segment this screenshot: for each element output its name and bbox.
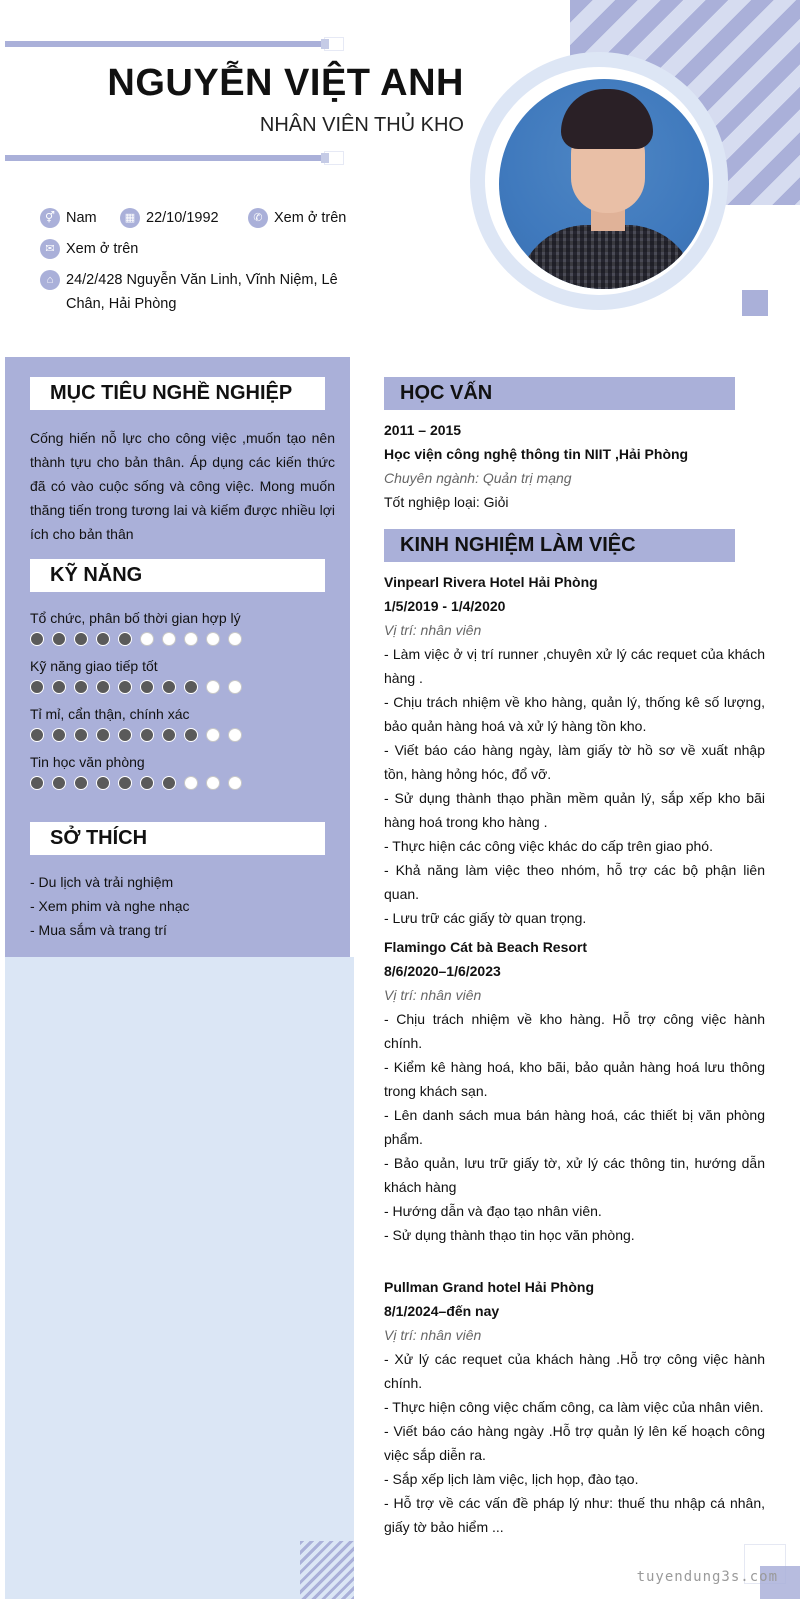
job-period: 8/6/2020–1/6/2023	[384, 963, 501, 979]
job-duty: - Khả năng làm việc theo nhóm, hỗ trợ các bộ phận liên quan.	[384, 862, 765, 902]
rating-dot	[74, 776, 88, 790]
rating-dot	[118, 680, 132, 694]
skill-item	[30, 706, 330, 742]
decorative-line-dot	[321, 153, 329, 163]
rating-dot	[96, 728, 110, 742]
education-heading: HỌC VẤN	[384, 377, 735, 410]
job-position: Vị trí: nhân viên	[384, 622, 482, 638]
decorative-line-dot	[321, 39, 329, 49]
rating-dot	[118, 776, 132, 790]
address-info	[40, 270, 370, 316]
job-duty: - Thực hiện các công việc khác do cấp trên giao phó.	[384, 838, 713, 854]
rating-dot	[140, 776, 154, 790]
objective-heading: MỤC TIÊU NGHỀ NGHIỆP	[30, 377, 325, 410]
decorative-stripes-bottom	[300, 1541, 354, 1599]
job-duty: - Chịu trách nhiệm về kho hàng, quản lý, thống kê số lượng, bảo quản hàng hoá và xử lý hàng tồn kho.	[384, 694, 765, 734]
phone-info	[248, 208, 346, 228]
skill-label: Kỹ năng giao tiếp tốt	[30, 658, 158, 674]
job-duty: - Sắp xếp lịch làm việc, lịch họp, đào tạo.	[384, 1471, 639, 1487]
rating-dot	[228, 728, 242, 742]
skill-item	[30, 658, 330, 694]
rating-dot	[30, 776, 44, 790]
candidate-name: NGUYỄN VIỆT ANH	[107, 62, 464, 104]
decorative-line	[5, 41, 325, 47]
rating-dot	[74, 632, 88, 646]
skill-rating	[30, 728, 330, 742]
rating-dot	[118, 632, 132, 646]
job-duty: - Viết báo cáo hàng ngày, làm giấy tờ hồ sơ về xuất nhập tồn, hàng hỏng hóc, đổ vỡ.	[384, 742, 765, 782]
email-info	[40, 239, 138, 259]
job-entry	[384, 935, 765, 1247]
rating-dot	[52, 680, 66, 694]
hobby-item: - Du lịch và trải nghiệm	[30, 874, 174, 890]
rating-dot	[30, 728, 44, 742]
rating-dot	[96, 680, 110, 694]
job-entry	[384, 570, 765, 930]
skill-rating	[30, 632, 330, 646]
job-duty: - Sử dụng thành thạo phần mềm quản lý, sắp xếp kho bãi hàng hoá trong kho hàng .	[384, 790, 765, 830]
hobbies-list	[30, 870, 330, 942]
hobby-item: - Xem phim và nghe nhạc	[30, 898, 190, 914]
rating-dot	[30, 680, 44, 694]
gender-icon: ⚥	[40, 208, 60, 228]
job-company: Pullman Grand hotel Hải Phòng	[384, 1279, 595, 1295]
job-duty: - Làm việc ở vị trí runner ,chuyên xử lý các requet của khách hàng .	[384, 646, 765, 686]
rating-dot	[162, 776, 176, 790]
job-duty: - Lên danh sách mua bán hàng hoá, các thiết bị văn phòng phẩm.	[384, 1107, 765, 1147]
skill-label: Tổ chức, phân bố thời gian hợp lý	[30, 610, 241, 626]
rating-dot	[140, 728, 154, 742]
rating-dot	[184, 632, 198, 646]
rating-dot	[52, 632, 66, 646]
watermark: tuyendung3s.com	[636, 1569, 778, 1585]
rating-dot	[162, 728, 176, 742]
rating-dot	[206, 776, 220, 790]
job-company: Vinpearl Rivera Hotel Hải Phòng	[384, 574, 598, 590]
job-duty: - Kiểm kê hàng hoá, kho bãi, bảo quản hàng hoá lưu thông trong khách sạn.	[384, 1059, 765, 1099]
rating-dot	[140, 632, 154, 646]
job-position: Vị trí: nhân viên	[384, 987, 482, 1003]
job-company: Flamingo Cát bà Beach Resort	[384, 939, 588, 955]
rating-dot	[206, 728, 220, 742]
rating-dot	[184, 776, 198, 790]
skill-rating	[30, 776, 330, 790]
gender-value: Nam	[66, 210, 97, 226]
job-duty: - Hướng dẫn và đạo tạo nhân viên.	[384, 1203, 602, 1219]
rating-dot	[228, 632, 242, 646]
calendar-icon: ▦	[120, 208, 140, 228]
rating-dot	[96, 632, 110, 646]
rating-dot	[228, 776, 242, 790]
rating-dot	[184, 728, 198, 742]
rating-dot	[30, 632, 44, 646]
address-value: 24/2/428 Nguyễn Văn Linh, Vĩnh Niệm, Lê Chân, Hải Phòng	[66, 272, 338, 312]
job-duty: - Thực hiện công việc chấm công, ca làm việc của nhân viên.	[384, 1399, 764, 1415]
rating-dot	[206, 680, 220, 694]
rating-dot	[184, 680, 198, 694]
job-duty: - Bảo quản, lưu trữ giấy tờ, xử lý các thông tin, hướng dẫn khách hàng	[384, 1155, 765, 1195]
rating-dot	[162, 680, 176, 694]
education-section	[384, 418, 765, 514]
skill-item	[30, 610, 330, 646]
email-value: Xem ở trên	[66, 241, 139, 257]
skill-label: Tỉ mỉ, cẩn thận, chính xác	[30, 706, 190, 722]
email-icon: ✉	[40, 239, 60, 259]
education-grade: Tốt nghiệp loại: Giỏi	[384, 494, 509, 510]
left-sidebar-bottom	[5, 957, 354, 1599]
skills-heading: KỸ NĂNG	[30, 559, 325, 592]
rating-dot	[52, 728, 66, 742]
birthday-value: 22/10/1992	[146, 210, 219, 226]
decorative-square	[742, 290, 768, 316]
rating-dot	[228, 680, 242, 694]
objective-text: Cống hiến nỗ lực cho công việc ,muốn tạo nên thành tựu cho bản thân. Áp dụng các kiến thức đã có vào cuộc sống và công việc. Mong muốn thăng tiến trong tương lai và kiếm được nhiều lợi ích cho bản thân	[30, 430, 335, 542]
rating-dot	[118, 728, 132, 742]
job-duty: - Hỗ trợ về các vấn đề pháp lý như: thuế thu nhập cá nhân, giấy tờ bảo hiểm ...	[384, 1495, 765, 1535]
job-duty: - Xử lý các requet của khách hàng .Hỗ trợ công việc hành chính.	[384, 1351, 765, 1391]
job-duty: - Viết báo cáo hàng ngày .Hỗ trợ quản lý lên kế hoạch công việc sắp diễn ra.	[384, 1423, 765, 1463]
rating-dot	[52, 776, 66, 790]
avatar	[499, 79, 709, 289]
hobby-item: - Mua sắm và trang trí	[30, 922, 167, 938]
phone-icon: ✆	[248, 208, 268, 228]
skill-label: Tin học văn phòng	[30, 754, 145, 770]
job-entry	[384, 1275, 765, 1539]
rating-dot	[206, 632, 220, 646]
skill-item	[30, 754, 330, 790]
education-major: Chuyên ngành: Quản trị mạng	[384, 470, 572, 486]
gender-info	[40, 208, 97, 228]
education-school: Học viện công nghệ thông tin NIIT ,Hải Phòng	[384, 446, 689, 462]
rating-dot	[74, 728, 88, 742]
job-position: Vị trí: nhân viên	[384, 1327, 482, 1343]
rating-dot	[96, 776, 110, 790]
rating-dot	[74, 680, 88, 694]
experience-heading: KINH NGHIỆM LÀM VIỆC	[384, 529, 735, 562]
birthday-info	[120, 208, 219, 228]
home-icon: ⌂	[40, 270, 60, 290]
rating-dot	[140, 680, 154, 694]
decorative-line	[5, 155, 325, 161]
job-period: 8/1/2024–đến nay	[384, 1303, 500, 1319]
job-period: 1/5/2019 - 1/4/2020	[384, 598, 506, 614]
rating-dot	[162, 632, 176, 646]
job-duty: - Sử dụng thành thạo tin học văn phòng.	[384, 1227, 635, 1243]
education-period: 2011 – 2015	[384, 422, 462, 438]
skills-list	[30, 610, 330, 802]
job-duty: - Chịu trách nhiệm về kho hàng. Hỗ trợ công việc hành chính.	[384, 1011, 765, 1051]
skill-rating	[30, 680, 330, 694]
hobbies-heading: SỞ THÍCH	[30, 822, 325, 855]
job-title: NHÂN VIÊN THỦ KHO	[259, 114, 464, 136]
phone-value: Xem ở trên	[274, 210, 347, 226]
job-duty: - Lưu trữ các giấy tờ quan trọng.	[384, 910, 587, 926]
